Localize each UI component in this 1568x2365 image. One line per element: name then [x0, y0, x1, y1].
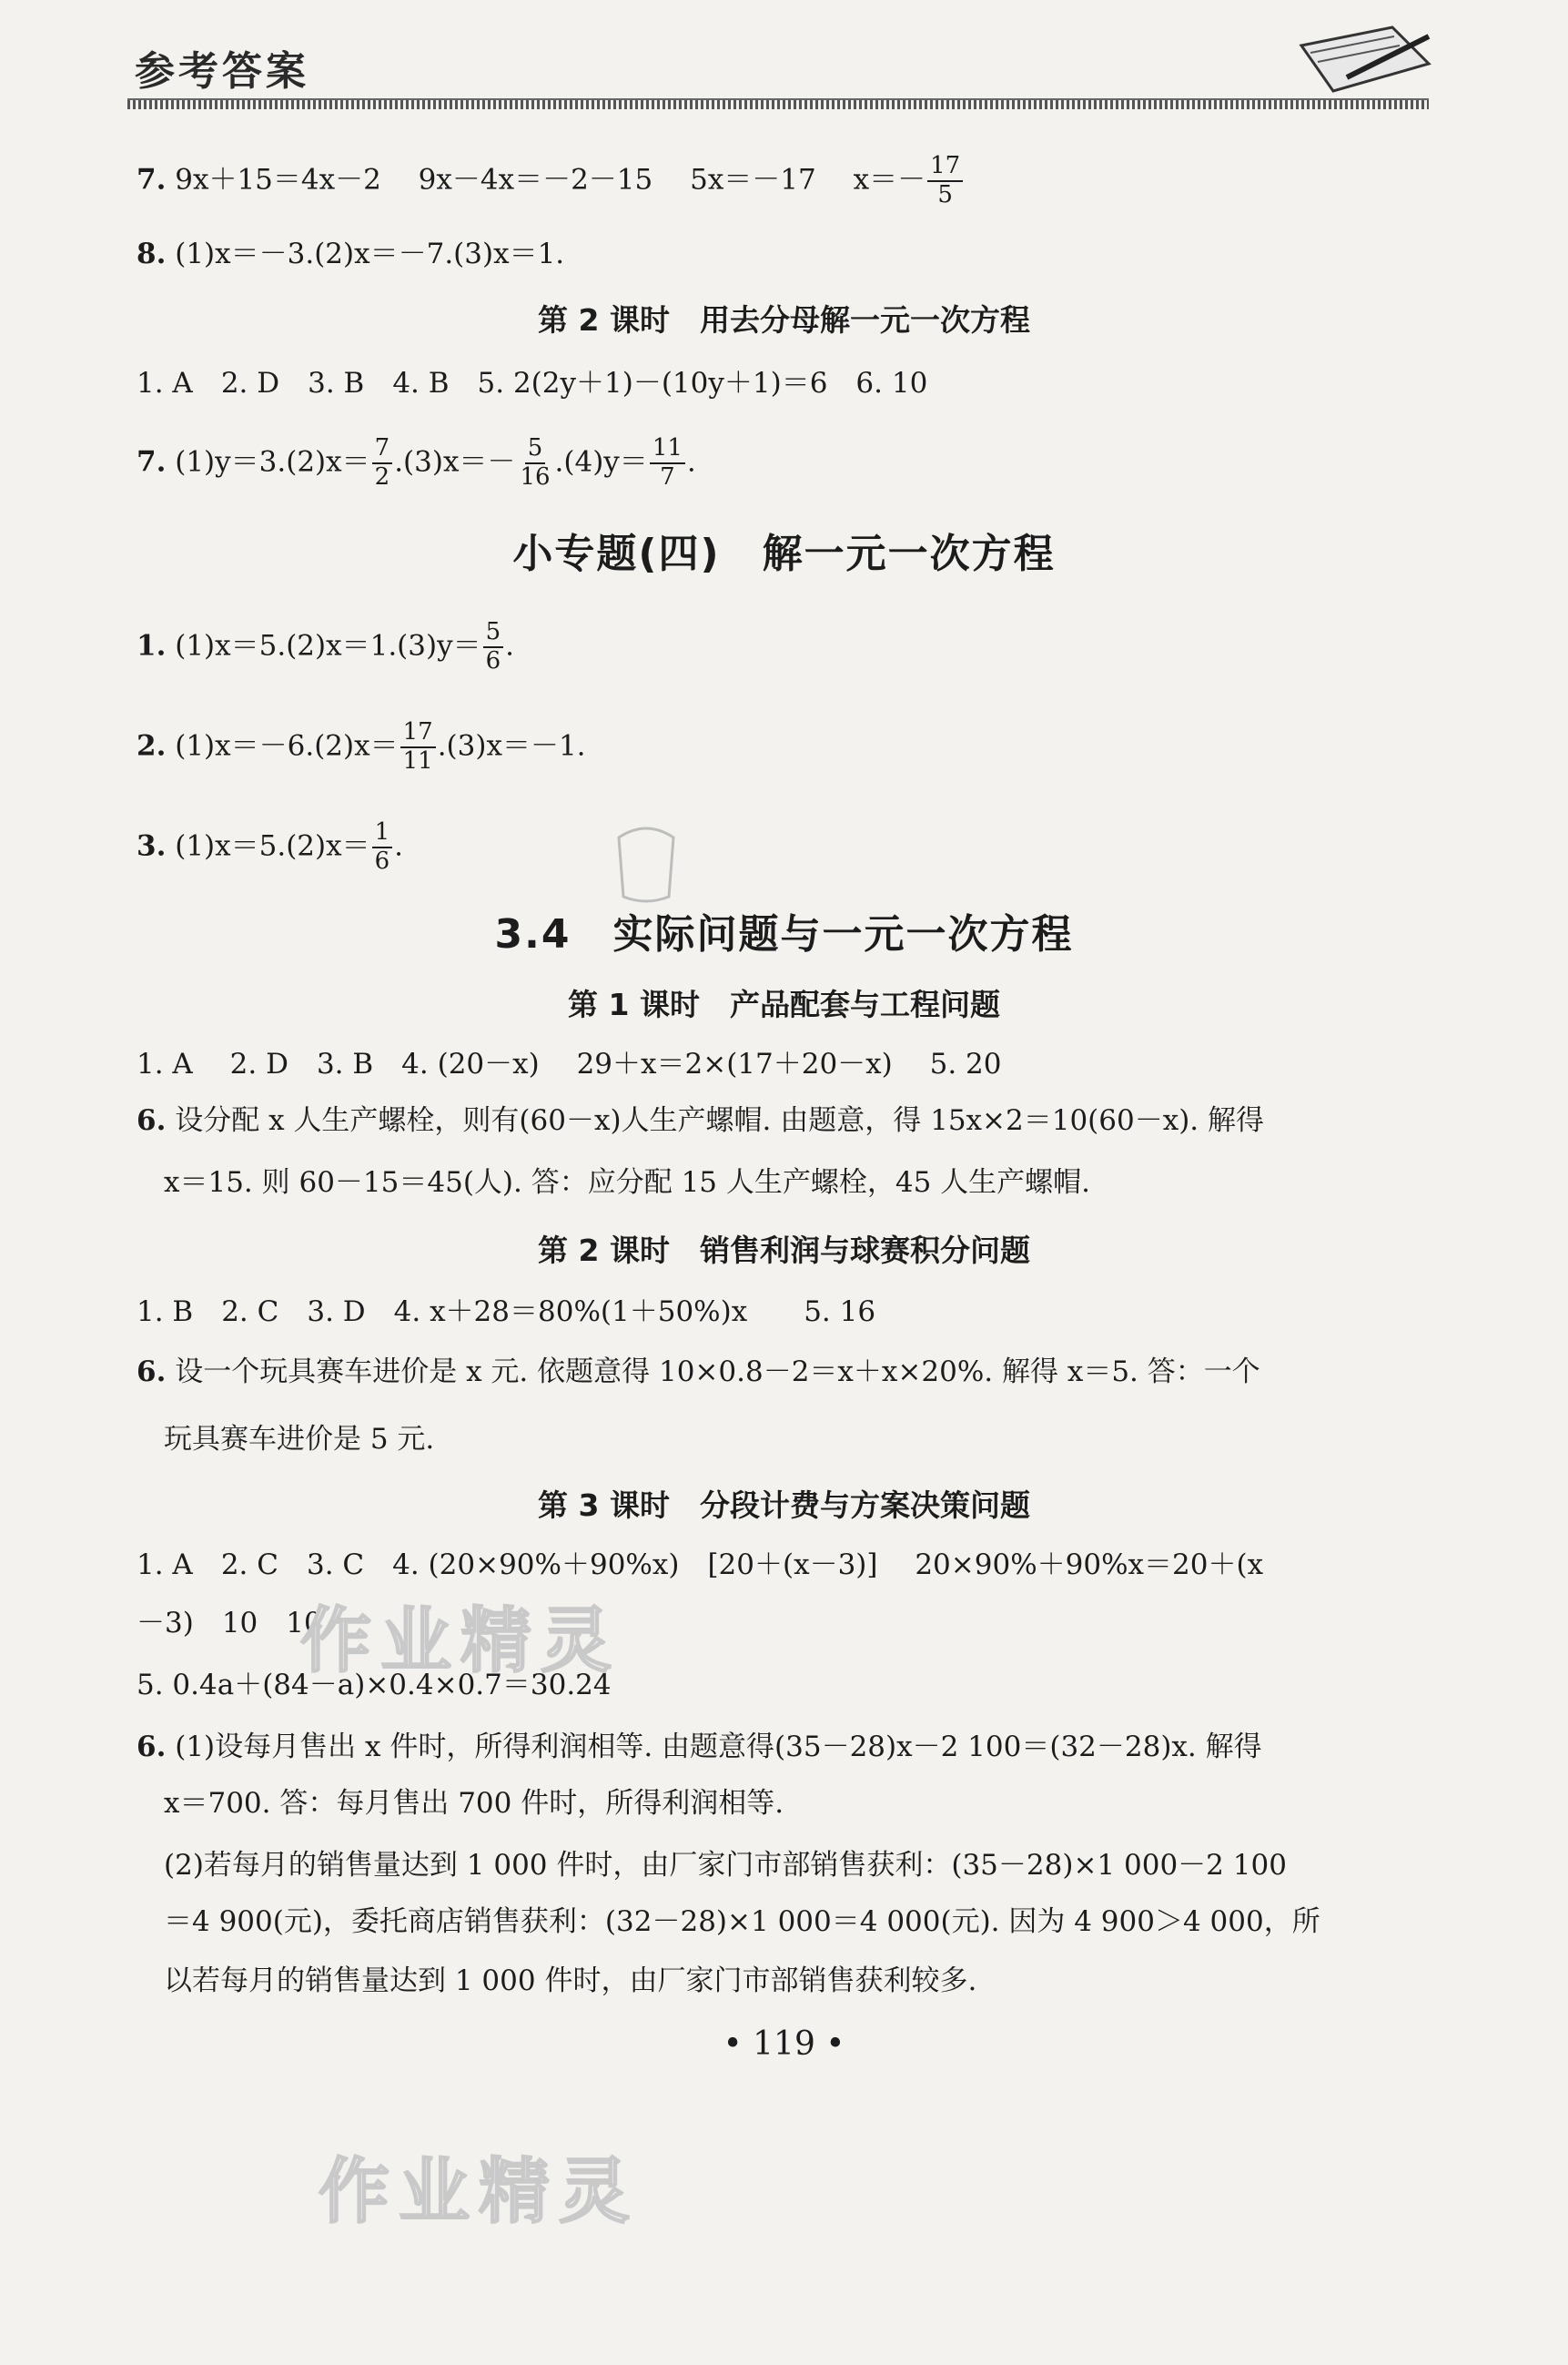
topic-answer-3: 3. (1)x＝5.(2)x＝ $\frac{1}{6}$ . — [137, 818, 404, 875]
answer-line-7: 7. 9x＋15＝4x－2 9x－4x＝－2－15 5x＝－17 x＝－ $\frac{17}{5}$ — [137, 153, 965, 209]
answer-line-6: 6. 设一个玩具赛车进价是 x 元. 依题意得 10×0.8－2＝x＋x×20%. 解得 x＝5. 答：一个 — [137, 1355, 1260, 1388]
answer-line-continued: (2)若每月的销售量达到 1 000 件时，由厂家门市部销售获利：(35－28)×1 000－2 100 — [164, 1849, 1287, 1882]
topic-answer-1: 1. (1)x＝5.(2)x＝1.(3)y＝ $\frac{5}{6}$ . — [137, 618, 515, 675]
header-divider — [127, 98, 1429, 109]
lesson-heading: 第 3 课时 分段计费与方案决策问题 — [538, 1487, 1030, 1523]
topic-answer-2: 2. (1)x＝－6.(2)x＝ $\frac{17}{11}$ .(3)x＝－1. — [137, 718, 586, 775]
answer-line-6: 6. (1)设每月售出 x 件时，所得利润相等. 由题意得(35－28)x－2 100＝(32－28)x. 解得 — [137, 1731, 1262, 1763]
topic-heading: 小专题(四) 解一元一次方程 — [512, 531, 1056, 577]
lesson-heading: 第 1 课时 产品配套与工程问题 — [568, 987, 1000, 1022]
watermark: 作业精灵 — [319, 2151, 640, 2233]
answer-line-1-6: 1. A 2. D 3. B 4. B 5. 2(2y＋1)－(10y＋1)＝6 6. 10 — [137, 367, 928, 400]
answer-line-continued: x＝700. 答：每月售出 700 件时，所得利润相等. — [164, 1787, 784, 1820]
answer-line: 1. A 2. D 3. B 4. (20－x) 29＋x＝2×(17＋20－x) 5. 20 — [137, 1048, 1002, 1081]
answer-line-7b: 7. (1)y＝3.(2)x＝ $\frac{7}{2}$ .(3)x＝－ $\frac{5}{16}$ .(4)y＝ $\frac{11}{7}$ . — [137, 434, 696, 491]
answer-line-6: 6. 设分配 x 人生产螺栓，则有(60－x)人生产螺帽. 由题意，得 15x×2＝10(60－x). 解得 — [137, 1104, 1265, 1137]
notebook-pencil-icon — [1292, 18, 1438, 105]
answer-line-continued: 玩具赛车进价是 5 元. — [164, 1423, 435, 1456]
page-number: • 119 • — [723, 2025, 845, 2063]
answer-line-8: 8. (1)x＝－3.(2)x＝－7.(3)x＝1. — [137, 238, 565, 270]
answer-line-continued: x＝15. 则 60－15＝45(人). 答：应分配 15 人生产螺栓，45 人生产螺帽. — [164, 1166, 1091, 1199]
answer-line-continued: ＝4 900(元)，委托商店销售获利：(32－28)×1 000＝4 000(元). 因为 4 900＞4 000，所 — [164, 1905, 1320, 1938]
section-heading: 3.4 实际问题与一元一次方程 — [494, 911, 1074, 958]
answer-line: 1. B 2. C 3. D 4. x＋28＝80%(1＋50%)x 5. 16 — [137, 1295, 876, 1328]
answer-line-5: 5. 0.4a＋(84－a)×0.4×0.7＝30.24 — [137, 1669, 612, 1701]
answer-line: 1. A 2. C 3. C 4. (20×90%＋90%x) [20＋(x－3)] 20×90%＋90%x＝20＋(x — [137, 1548, 1264, 1581]
lesson-heading: 第 2 课时 用去分母解一元一次方程 — [538, 302, 1030, 338]
answer-line-continued: －3) 10 10 — [137, 1607, 322, 1639]
answer-line-continued: 以若每月的销售量达到 1 000 件时，由厂家门市部销售获利较多. — [164, 1964, 977, 1997]
lesson-heading: 第 2 课时 销售利润与球赛积分问题 — [538, 1233, 1030, 1268]
watermark-stamp-icon — [601, 819, 692, 910]
page-header-title: 参考答案 — [135, 48, 309, 95]
fraction: $\frac{17}{5}$ — [927, 153, 963, 209]
watermark: 作业精灵 — [300, 1600, 622, 1682]
